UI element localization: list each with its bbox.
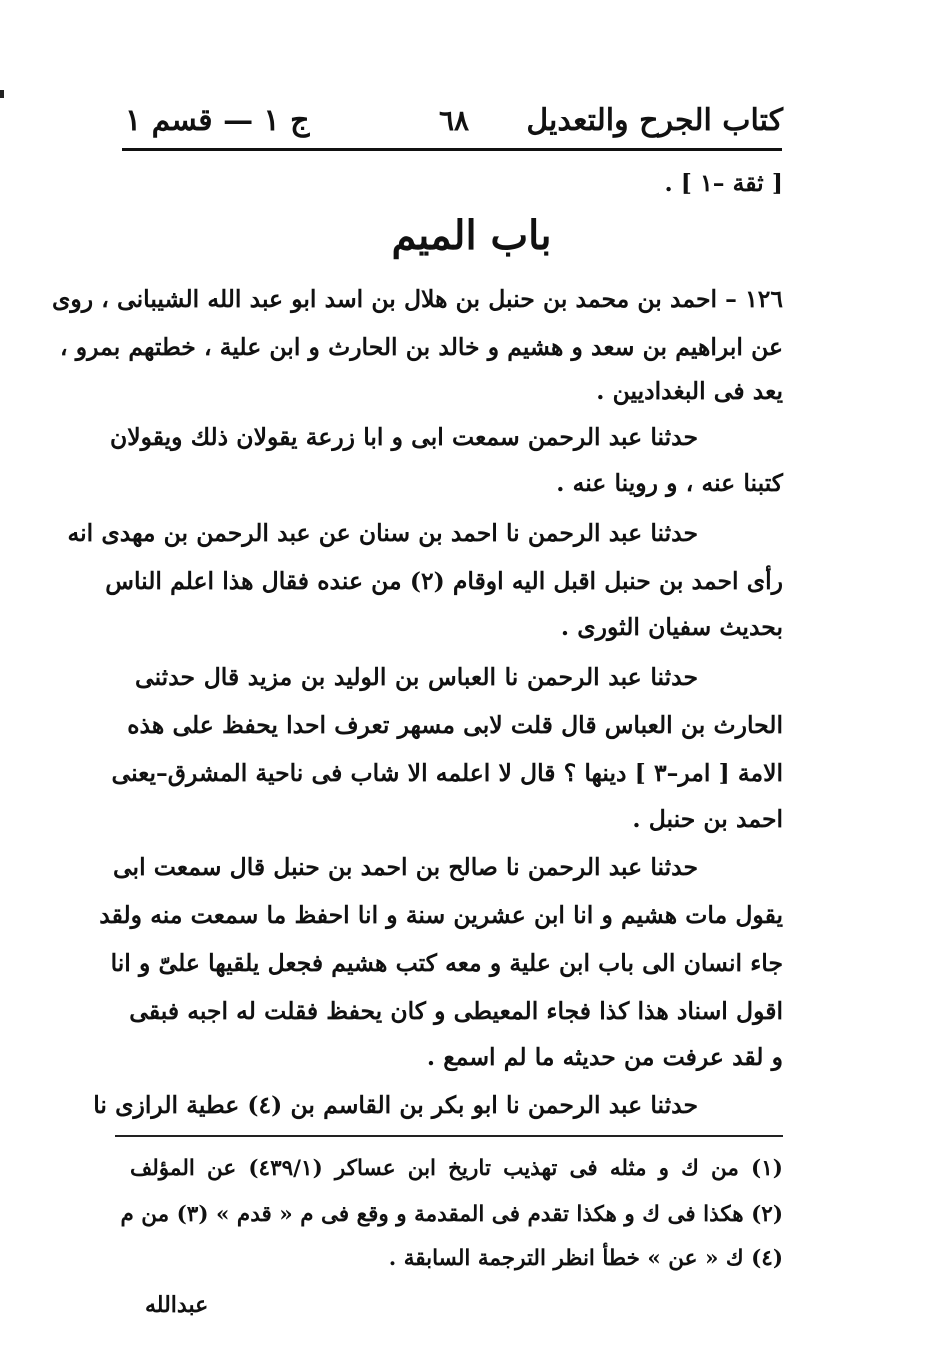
- body-line-3: يعد فى البغداديين .: [596, 377, 783, 405]
- footnote-2: (٢) هكذا فى ك و هكذا تقدم فى المقدمة و وقع فى م « قدم » (٣) من م: [120, 1202, 783, 1227]
- body-line-8: بحديث سفيان الثورى .: [560, 613, 783, 641]
- body-line-15: جاء انسان الى باب ابن علية و معه كتب هشيم فجعل يلقيها علىّ و انا: [110, 949, 783, 977]
- section-heading: باب الميم: [391, 212, 552, 259]
- margin-mark: [0, 90, 4, 98]
- body-line-18: حدثنا عبد الرحمن نا ابو بكر بن القاسم بن (٤) عطية الرازى نا: [93, 1091, 698, 1119]
- body-line-13: حدثنا عبد الرحمن نا صالح بن احمد بن حنبل قال سمعت ابى: [112, 853, 698, 881]
- body-line-12: احمد بن حنبل .: [632, 805, 783, 833]
- footnote-3: (٤) ك « عن » خطأ انظر الترجمة السابقة .: [388, 1246, 783, 1271]
- body-line-16: اقول اسناد هذا كذا فجاء المعيطى و كان يحفظ فقلت له اجبه فبقى: [129, 997, 783, 1025]
- body-line-4: حدثنا عبد الرحمن سمعت ابى و ابا زرعة يقولان ذلك ويقولان: [109, 423, 698, 451]
- body-line-5: كتبنا عنه ، و روينا عنه .: [556, 469, 783, 497]
- page-number: ٦٨: [438, 103, 470, 137]
- body-line-2: عن ابراهيم بن سعد و هشيم و خالد بن الحارث و ابن علية ، خطتهم بمرو ،: [60, 333, 783, 361]
- body-line-9: حدثنا عبد الرحمن نا العباس بن الوليد بن مزيد قال حدثنى: [135, 663, 698, 691]
- footnote-1: (١) من ك و مثله فى تهذيب تاريخ ابن عساكر (٤٣٩/١) عن المؤلف: [130, 1156, 783, 1181]
- body-line-17: و لقد عرفت من حديثه ما لم اسمع .: [426, 1043, 783, 1071]
- catchword: عبدالله: [145, 1292, 209, 1318]
- body-line-1: ١٢٦ – احمد بن محمد بن حنبل بن هلال بن اسد ابو عبد الله الشيبانى ، روى: [52, 285, 783, 313]
- body-line-11: الامة [ امر–٣ ] دينها ؟ قال لا اعلمه الا شاب فى ناحية المشرق–يعنى: [111, 759, 783, 787]
- body-line-10: الحارث بن العباس قال قلت لابى مسهر تعرف احدا يحفظ على هذه: [127, 711, 783, 739]
- footnote-rule: [115, 1135, 783, 1137]
- header-rule: [122, 148, 782, 151]
- book-title: كتاب الجرح والتعديل: [526, 102, 783, 138]
- body-line-7: رأى احمد بن حنبل اقبل اليه اوقام (٢) من عنده فقال هذا اعلم الناس: [105, 567, 783, 595]
- body-line-6: حدثنا عبد الرحمن نا احمد بن سنان عن عبد الرحمن بن مهدى انه: [67, 519, 698, 547]
- top-note: [ ثقة –١ ] .: [664, 169, 783, 197]
- volume-part: ج ١ — قسم ١: [125, 102, 310, 138]
- running-header: [125, 95, 783, 145]
- body-line-14: يقول مات هشيم و انا ابن عشرين سنة و انا احفظ ما سمعت منه ولقد: [99, 901, 783, 929]
